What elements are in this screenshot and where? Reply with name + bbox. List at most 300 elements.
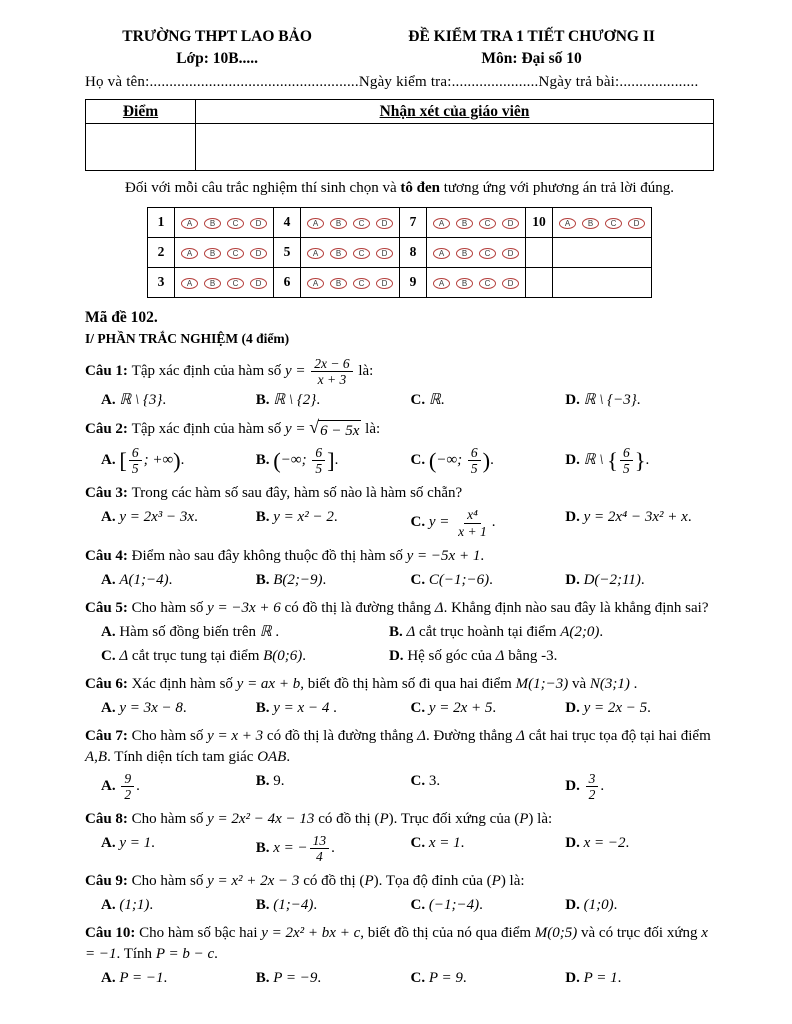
question-6 xyxy=(85,674,714,719)
question-label: Câu 6: xyxy=(85,675,132,692)
text-segment: . xyxy=(645,452,650,469)
text-segment: . xyxy=(640,571,645,588)
answer-bubble-c[interactable]: C xyxy=(353,248,370,259)
option-label: D. xyxy=(388,647,408,664)
fraction-numerator: 6 xyxy=(129,445,142,461)
score-table xyxy=(85,99,714,171)
text-segment: . xyxy=(600,777,605,794)
option-label: C. xyxy=(410,897,429,914)
math-text: ℝ \ xyxy=(583,452,608,469)
answer-grid-number xyxy=(526,268,553,298)
question-8 xyxy=(85,809,714,864)
math-text: P = 1 xyxy=(583,970,618,987)
fraction-numerator: x⁴ xyxy=(464,507,481,523)
fraction xyxy=(312,445,325,476)
answer-bubble-d[interactable]: D xyxy=(376,248,393,259)
question-prompt xyxy=(85,726,714,768)
fraction xyxy=(586,771,599,802)
math-text: y = 2x − 5 xyxy=(583,699,648,716)
instruction xyxy=(85,178,714,199)
text-segment: . xyxy=(334,452,339,469)
question-label: Câu 2: xyxy=(85,421,132,438)
option-label: C. xyxy=(101,647,120,664)
answer-bubble-a[interactable]: A xyxy=(307,248,324,259)
math-text: Δ xyxy=(406,623,416,640)
math-text: C(−1;−6) xyxy=(428,571,490,588)
answer-bubble-a[interactable]: A xyxy=(307,218,324,229)
text-segment: . xyxy=(316,392,321,409)
text-segment: , biết đồ thị của nó qua điểm xyxy=(360,925,535,942)
option-d xyxy=(565,833,714,864)
answer-grid-row xyxy=(148,208,652,238)
fraction-numerator: 6 xyxy=(620,445,633,461)
comment-header-label: Nhận xét của giáo viên xyxy=(379,103,530,121)
answer-bubble-b[interactable]: B xyxy=(582,218,599,229)
answer-bubble-b[interactable]: B xyxy=(204,278,221,289)
question-1 xyxy=(85,356,714,411)
answer-bubble-d[interactable]: D xyxy=(502,218,519,229)
text-segment: . xyxy=(440,392,445,409)
option-a xyxy=(101,390,250,411)
instruction-text-after: tương ứng với phương án trả lời đúng. xyxy=(439,180,674,197)
question-prompt xyxy=(85,674,714,695)
option-a xyxy=(101,622,383,643)
math-text: B(0;6) xyxy=(263,647,303,664)
text-segment: . xyxy=(333,509,338,526)
answer-grid-number: 3 xyxy=(148,268,175,298)
text-segment: . xyxy=(214,946,218,963)
math-text: y = x + 3 xyxy=(207,727,264,744)
bracket: ) xyxy=(482,447,491,473)
radicand: 6 − 5x xyxy=(318,420,361,442)
text-segment: là: xyxy=(361,421,381,438)
text-segment: . xyxy=(286,748,291,765)
option-a xyxy=(101,895,250,916)
text-segment: . xyxy=(492,699,497,716)
bracket: ( xyxy=(428,447,437,473)
option-d xyxy=(565,698,714,719)
option-label: A. xyxy=(101,452,120,469)
answer-bubble-a[interactable]: A xyxy=(559,218,576,229)
option-c xyxy=(411,507,560,538)
answer-grid-bubbles xyxy=(301,208,400,238)
text-segment: bằng -3. xyxy=(504,647,558,664)
question-label: Câu 7: xyxy=(85,727,132,744)
text-segment: có đồ thị là đường thẳng xyxy=(280,599,435,616)
score-blank-cell xyxy=(86,124,196,171)
answer-grid-row xyxy=(148,268,652,298)
answer-grid-number: 4 xyxy=(274,208,301,238)
question-label: Câu 10: xyxy=(85,925,140,942)
text-segment: . xyxy=(162,392,167,409)
math-text: Δ xyxy=(417,727,426,744)
answer-bubble-b[interactable]: B xyxy=(330,248,347,259)
questions xyxy=(85,356,714,989)
text-segment: . Đường thẳng xyxy=(425,727,517,744)
question-label: Câu 5: xyxy=(85,599,132,616)
text-segment: . xyxy=(180,452,185,469)
option-label: A. xyxy=(101,777,120,794)
question-prompt xyxy=(85,598,714,619)
answer-bubble-b[interactable]: B xyxy=(330,278,347,289)
math-text: x = −2 xyxy=(583,834,626,851)
text-segment: có đồ thị ( xyxy=(299,873,365,890)
answer-bubble-b[interactable]: B xyxy=(456,218,473,229)
text-segment: . Tính xyxy=(116,946,156,963)
options xyxy=(85,833,714,864)
option-label: C. xyxy=(410,772,429,789)
option-label: B. xyxy=(255,772,274,789)
option-d xyxy=(565,771,714,802)
option-label: A. xyxy=(101,834,120,851)
answer-bubble-c[interactable]: C xyxy=(353,218,370,229)
option-d xyxy=(565,445,714,476)
answer-bubble-d[interactable]: D xyxy=(502,248,519,259)
answer-bubble-c[interactable]: C xyxy=(479,248,496,259)
question-label: Câu 8: xyxy=(85,810,132,827)
math-text: x = − xyxy=(273,839,308,856)
text-segment: Cho hàm số bậc hai xyxy=(139,925,262,942)
option-b xyxy=(256,390,405,411)
option-label: D. xyxy=(565,970,584,987)
answer-grid-number xyxy=(526,238,553,268)
option-label: D. xyxy=(565,452,584,469)
answer-bubble-d[interactable]: D xyxy=(376,278,393,289)
bracket: ] xyxy=(327,447,335,473)
option-d xyxy=(565,570,714,591)
question-label: Câu 9: xyxy=(85,873,132,890)
answer-bubble-c[interactable]: C xyxy=(353,278,370,289)
options xyxy=(85,390,714,411)
fraction-denominator: 5 xyxy=(131,461,139,477)
answer-grid-number: 10 xyxy=(526,208,553,238)
math-text: P xyxy=(519,810,529,827)
header-row-2 xyxy=(85,48,714,70)
option-label: A. xyxy=(101,571,120,588)
option-label: D. xyxy=(565,509,584,526)
text-segment: . xyxy=(625,834,630,851)
question-label: Câu 1: xyxy=(85,363,132,379)
answer-bubble-a[interactable]: A xyxy=(181,278,198,289)
math-text: ℝ \ {2} xyxy=(273,392,317,409)
text-segment: Cho hàm số xyxy=(131,810,208,827)
math-text: Δ xyxy=(119,647,129,664)
option-label: A. xyxy=(101,897,120,914)
text-segment: . xyxy=(182,699,187,716)
option-b xyxy=(256,968,405,989)
option-label: B. xyxy=(255,392,274,409)
score-table-header-row xyxy=(86,100,714,124)
answer-grid-bubbles xyxy=(175,208,274,238)
text-segment: có đồ thị là đường thẳng xyxy=(263,727,418,744)
math-text: y = 2x² + bx + c xyxy=(261,925,361,942)
math-text: P = −1 xyxy=(119,970,164,987)
option-a xyxy=(101,507,250,538)
math-text: (−1;−4) xyxy=(428,897,480,914)
text-segment: . xyxy=(489,571,493,588)
math-text: y = 2x + 5 xyxy=(428,699,493,716)
math-text: P = b − c xyxy=(155,946,215,963)
math-text: OAB xyxy=(257,748,287,765)
option-c xyxy=(411,390,560,411)
text-segment: . xyxy=(302,647,307,664)
text-segment: . xyxy=(163,970,168,987)
math-text: M(0;5) xyxy=(534,925,578,942)
text-segment: 3. xyxy=(428,772,441,789)
answer-bubble-a[interactable]: A xyxy=(307,278,324,289)
answer-bubble-d[interactable]: D xyxy=(376,218,393,229)
option-label: C. xyxy=(410,392,429,409)
question-prompt xyxy=(85,546,714,567)
option-label: B. xyxy=(255,452,274,469)
question-10 xyxy=(85,923,714,989)
option-a xyxy=(101,833,250,864)
text-segment: ) là: xyxy=(528,810,553,827)
answer-bubble-c[interactable]: C xyxy=(479,278,496,289)
option-a xyxy=(101,698,250,719)
options xyxy=(85,622,714,667)
math-text: y = ax + b xyxy=(236,675,301,692)
answer-bubble-d[interactable]: D xyxy=(250,218,267,229)
fraction-denominator: 5 xyxy=(315,461,323,477)
math-text: A,B xyxy=(85,748,108,765)
question-prompt xyxy=(85,418,714,442)
question-label: Câu 4: xyxy=(85,547,132,564)
text-segment: . xyxy=(460,834,465,851)
option-c xyxy=(411,833,560,864)
bracket: ( xyxy=(273,447,281,473)
option-label: C. xyxy=(410,452,429,469)
text-segment: cắt trục hoành tại điểm xyxy=(415,623,561,640)
text-segment: cắt hai trục tọa độ tại hai điểm xyxy=(524,727,711,744)
fraction-numerator: 9 xyxy=(121,771,134,787)
bracket: ) xyxy=(173,447,181,473)
answer-bubble-d[interactable]: D xyxy=(628,218,645,229)
fraction-numerator: 3 xyxy=(586,771,599,787)
fraction-denominator: 5 xyxy=(622,461,630,477)
comment-blank-cell xyxy=(196,124,714,171)
option-label: D. xyxy=(565,834,584,851)
text-segment: . xyxy=(271,623,280,640)
fraction-denominator: x + 1 xyxy=(458,523,487,539)
option-label: C. xyxy=(410,699,429,716)
bracket: [ xyxy=(119,447,127,473)
answer-bubble-d[interactable]: D xyxy=(502,278,519,289)
text-segment: Tập xác định của hàm số xyxy=(131,363,285,379)
math-text: y = xyxy=(284,421,310,438)
fraction-denominator: 5 xyxy=(470,461,478,477)
option-b xyxy=(256,507,405,538)
answer-bubble-b[interactable]: B xyxy=(204,218,221,229)
fraction xyxy=(310,833,330,864)
option-label: C. xyxy=(410,970,429,987)
math-text: P xyxy=(364,873,374,890)
answer-grid xyxy=(147,207,652,298)
answer-bubble-c[interactable]: C xyxy=(605,218,622,229)
exam-title: ĐỀ KIỂM TRA 1 TIẾT CHƯƠNG II xyxy=(408,28,655,45)
question-prompt xyxy=(85,923,714,965)
answer-bubble-a[interactable]: A xyxy=(181,218,198,229)
bracket: } xyxy=(634,447,646,473)
math-text: y = 2x³ − 3x xyxy=(119,509,195,526)
math-text: y = 2x² − 4x − 13 xyxy=(207,810,315,827)
answer-bubble-a[interactable]: A xyxy=(433,218,450,229)
answer-grid-bubbles xyxy=(553,268,652,298)
text-segment: . xyxy=(329,699,337,716)
text-segment: Xác định hàm số xyxy=(131,675,237,692)
math-text: y = x² + 2x − 3 xyxy=(207,873,300,890)
question-prompt xyxy=(85,871,714,892)
option-label: A. xyxy=(101,970,120,987)
answer-grid-number: 8 xyxy=(400,238,427,268)
math-text: M(1;−3) xyxy=(515,675,569,692)
answer-bubble-c[interactable]: C xyxy=(227,278,244,289)
text-segment: . xyxy=(194,509,198,526)
option-label: A. xyxy=(101,509,120,526)
fraction xyxy=(121,771,134,802)
fraction-numerator: 6 xyxy=(312,445,325,461)
text-segment: . xyxy=(647,699,651,716)
option-label: D. xyxy=(565,897,584,914)
option-a xyxy=(101,771,250,802)
answer-bubble-d[interactable]: D xyxy=(250,248,267,259)
answer-grid-number: 5 xyxy=(274,238,301,268)
answer-bubble-c[interactable]: C xyxy=(227,218,244,229)
question-4 xyxy=(85,546,714,591)
options xyxy=(85,507,714,538)
math-text: (1;1) xyxy=(119,897,150,914)
answer-bubble-d[interactable]: D xyxy=(250,278,267,289)
text-segment: . xyxy=(462,970,467,987)
option-b xyxy=(256,570,405,591)
option-d xyxy=(389,646,720,667)
math-text: −∞; xyxy=(436,452,466,469)
header xyxy=(85,26,714,93)
text-segment: Cho hàm số xyxy=(131,727,208,744)
answer-bubble-a[interactable]: A xyxy=(433,278,450,289)
option-label: B. xyxy=(388,623,407,640)
answer-bubble-a[interactable]: A xyxy=(433,248,450,259)
text-segment: Hàm số đồng biến trên xyxy=(119,623,260,640)
math-text: x = −1 xyxy=(85,925,708,963)
text-segment: . xyxy=(480,547,485,564)
math-text: y = −5x + 1 xyxy=(406,547,481,564)
fraction xyxy=(620,445,633,476)
question-label: Câu 3: xyxy=(85,485,132,502)
math-text: (1;−4) xyxy=(273,897,314,914)
score-table-body-row xyxy=(86,124,714,171)
school-name: TRƯỜNG THPT LAO BẢO xyxy=(122,28,312,45)
option-a xyxy=(101,445,250,476)
instruction-bold-text: tô đen xyxy=(400,180,440,197)
text-segment: . xyxy=(151,834,155,851)
option-label: A. xyxy=(101,623,120,640)
options xyxy=(85,895,714,916)
math-text: ℝ xyxy=(428,392,441,409)
text-segment: . xyxy=(491,514,496,531)
answer-grid-number: 6 xyxy=(274,268,301,298)
text-segment: Cho hàm số xyxy=(131,873,208,890)
answer-grid-number: 7 xyxy=(400,208,427,238)
option-b xyxy=(256,833,405,864)
option-c xyxy=(411,968,560,989)
option-d xyxy=(565,507,714,538)
answer-bubble-c[interactable]: C xyxy=(227,248,244,259)
text-segment: và xyxy=(568,675,590,692)
options xyxy=(85,570,714,591)
option-label: B. xyxy=(255,897,274,914)
option-d xyxy=(565,390,714,411)
option-d xyxy=(565,895,714,916)
answer-grid-bubbles xyxy=(427,238,526,268)
text-segment: cắt trục tung tại điểm xyxy=(128,647,264,664)
option-label: B. xyxy=(255,509,274,526)
fraction-numerator: 13 xyxy=(310,833,330,849)
answer-bubble-a[interactable]: A xyxy=(181,248,198,259)
text-segment: có đồ thị ( xyxy=(314,810,380,827)
question-prompt xyxy=(85,356,714,387)
text-segment: . xyxy=(149,897,154,914)
option-c xyxy=(101,646,383,667)
header-row-1 xyxy=(85,26,714,48)
subject-line: Môn: Đại số 10 xyxy=(481,49,582,67)
answer-bubble-b[interactable]: B xyxy=(456,248,473,259)
answer-grid-number: 2 xyxy=(148,238,175,268)
answer-grid-bubbles xyxy=(301,268,400,298)
text-segment: , biết đồ thị hàm số đi qua hai điểm xyxy=(300,675,516,692)
math-text: P xyxy=(379,810,389,827)
math-text: N(3;1) xyxy=(589,675,630,692)
option-label: A. xyxy=(101,392,120,409)
option-label: C. xyxy=(410,834,429,851)
answer-bubble-b[interactable]: B xyxy=(330,218,347,229)
math-text: y = x − 4 xyxy=(273,699,330,716)
math-text: Δ xyxy=(495,647,505,664)
answer-bubble-c[interactable]: C xyxy=(479,218,496,229)
option-c xyxy=(411,895,560,916)
question-3 xyxy=(85,483,714,538)
option-label: D. xyxy=(565,699,584,716)
answer-grid-bubbles xyxy=(175,238,274,268)
text-segment: Trong các hàm số sau đây, hàm số nào là hàm số chẵn? xyxy=(131,485,463,502)
option-a xyxy=(101,968,250,989)
text-segment: . xyxy=(629,675,638,692)
text-segment: là: xyxy=(354,363,374,379)
fraction-denominator: 2 xyxy=(588,786,596,802)
math-text: Δ xyxy=(516,727,525,744)
instruction-text-before: Đối với mỗi câu trắc nghiệm thí sinh chọn và xyxy=(124,180,401,197)
text-segment: Điểm nào sau đây không thuộc đồ thị hàm số xyxy=(131,547,407,564)
answer-grid-bubbles xyxy=(427,208,526,238)
answer-bubble-b[interactable]: B xyxy=(456,278,473,289)
math-text: x = 1 xyxy=(428,834,461,851)
math-text: (1;0) xyxy=(583,897,614,914)
option-b xyxy=(256,771,405,802)
text-segment: . Tính diện tích tam giác xyxy=(107,748,258,765)
answer-grid-bubbles xyxy=(553,208,652,238)
option-b xyxy=(389,622,720,643)
question-5 xyxy=(85,598,714,667)
math-text: P = 9 xyxy=(428,970,463,987)
math-text: ; +∞ xyxy=(143,452,174,469)
math-text: P xyxy=(491,873,501,890)
option-label: C. xyxy=(410,514,429,531)
answer-bubble-b[interactable]: B xyxy=(204,248,221,259)
math-text: A(1;−4) xyxy=(119,571,169,588)
text-segment: Tập xác định của hàm số xyxy=(131,421,285,438)
fraction-numerator: 6 xyxy=(468,445,481,461)
bracket: { xyxy=(607,447,618,473)
